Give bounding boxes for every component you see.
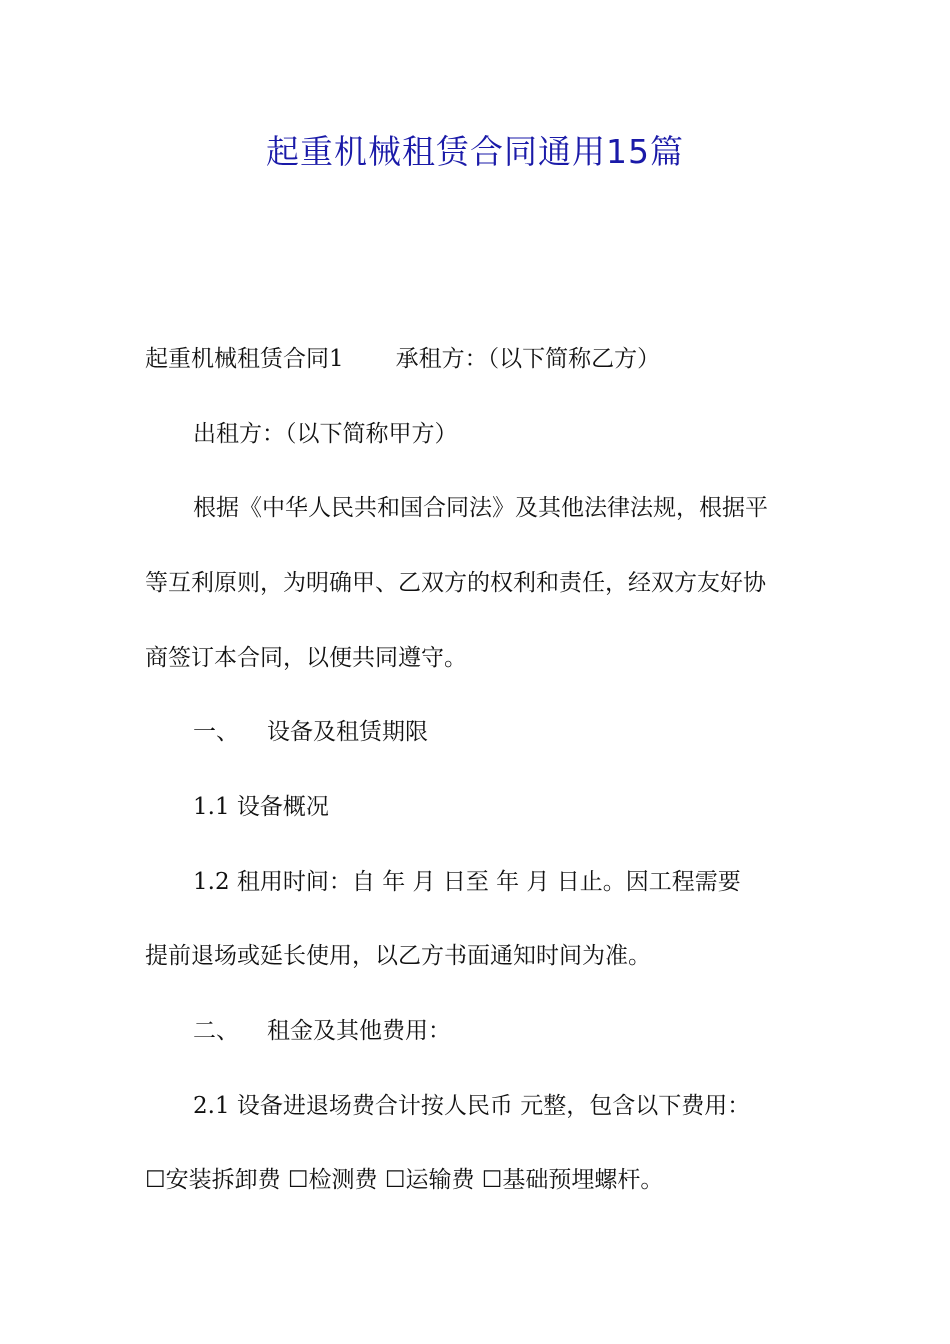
contract-number-label: 起重机械租赁合同1: [145, 346, 344, 372]
clause-line: 2.1 设备进退场费合计按人民币 元整，包含以下费用：: [193, 1093, 751, 1119]
section-heading-2: [193, 1015, 873, 1047]
clause-line: 提前退场或延长使用，以乙方书面通知时间为准。: [145, 943, 651, 969]
document-title: 起重机械租赁合同通用15篇: [266, 132, 684, 171]
lessee-label: 承租方：（以下简称乙方）: [395, 346, 661, 372]
contract-heading-line: [145, 343, 825, 375]
paragraph-line: 商签订本合同，以便共同遵守。: [145, 645, 467, 671]
section-heading-1: [193, 716, 873, 748]
section-title: 租金及其他费用：: [267, 1018, 451, 1044]
paragraph-line: 根据《中华人民共和国合同法》及其他法律法规，根据平: [193, 495, 768, 521]
section-number: 一、: [193, 719, 239, 745]
section-number: 二、: [193, 1018, 239, 1044]
checkbox-options-line: ☐安装拆卸费 ☐检测费 ☐运输费 ☐基础预埋螺杆。: [145, 1167, 664, 1193]
paragraph-line: 等互利原则，为明确甲、乙双方的权利和责任，经双方友好协: [145, 570, 766, 596]
lessor-line: 出租方：（以下简称甲方）: [193, 421, 458, 447]
clause-line: 1.2 租用时间：自 年 月 日至 年 月 日止。因工程需要: [193, 869, 741, 895]
clause-line: 1.1 设备概况: [193, 794, 329, 820]
section-title: 设备及租赁期限: [267, 719, 428, 745]
